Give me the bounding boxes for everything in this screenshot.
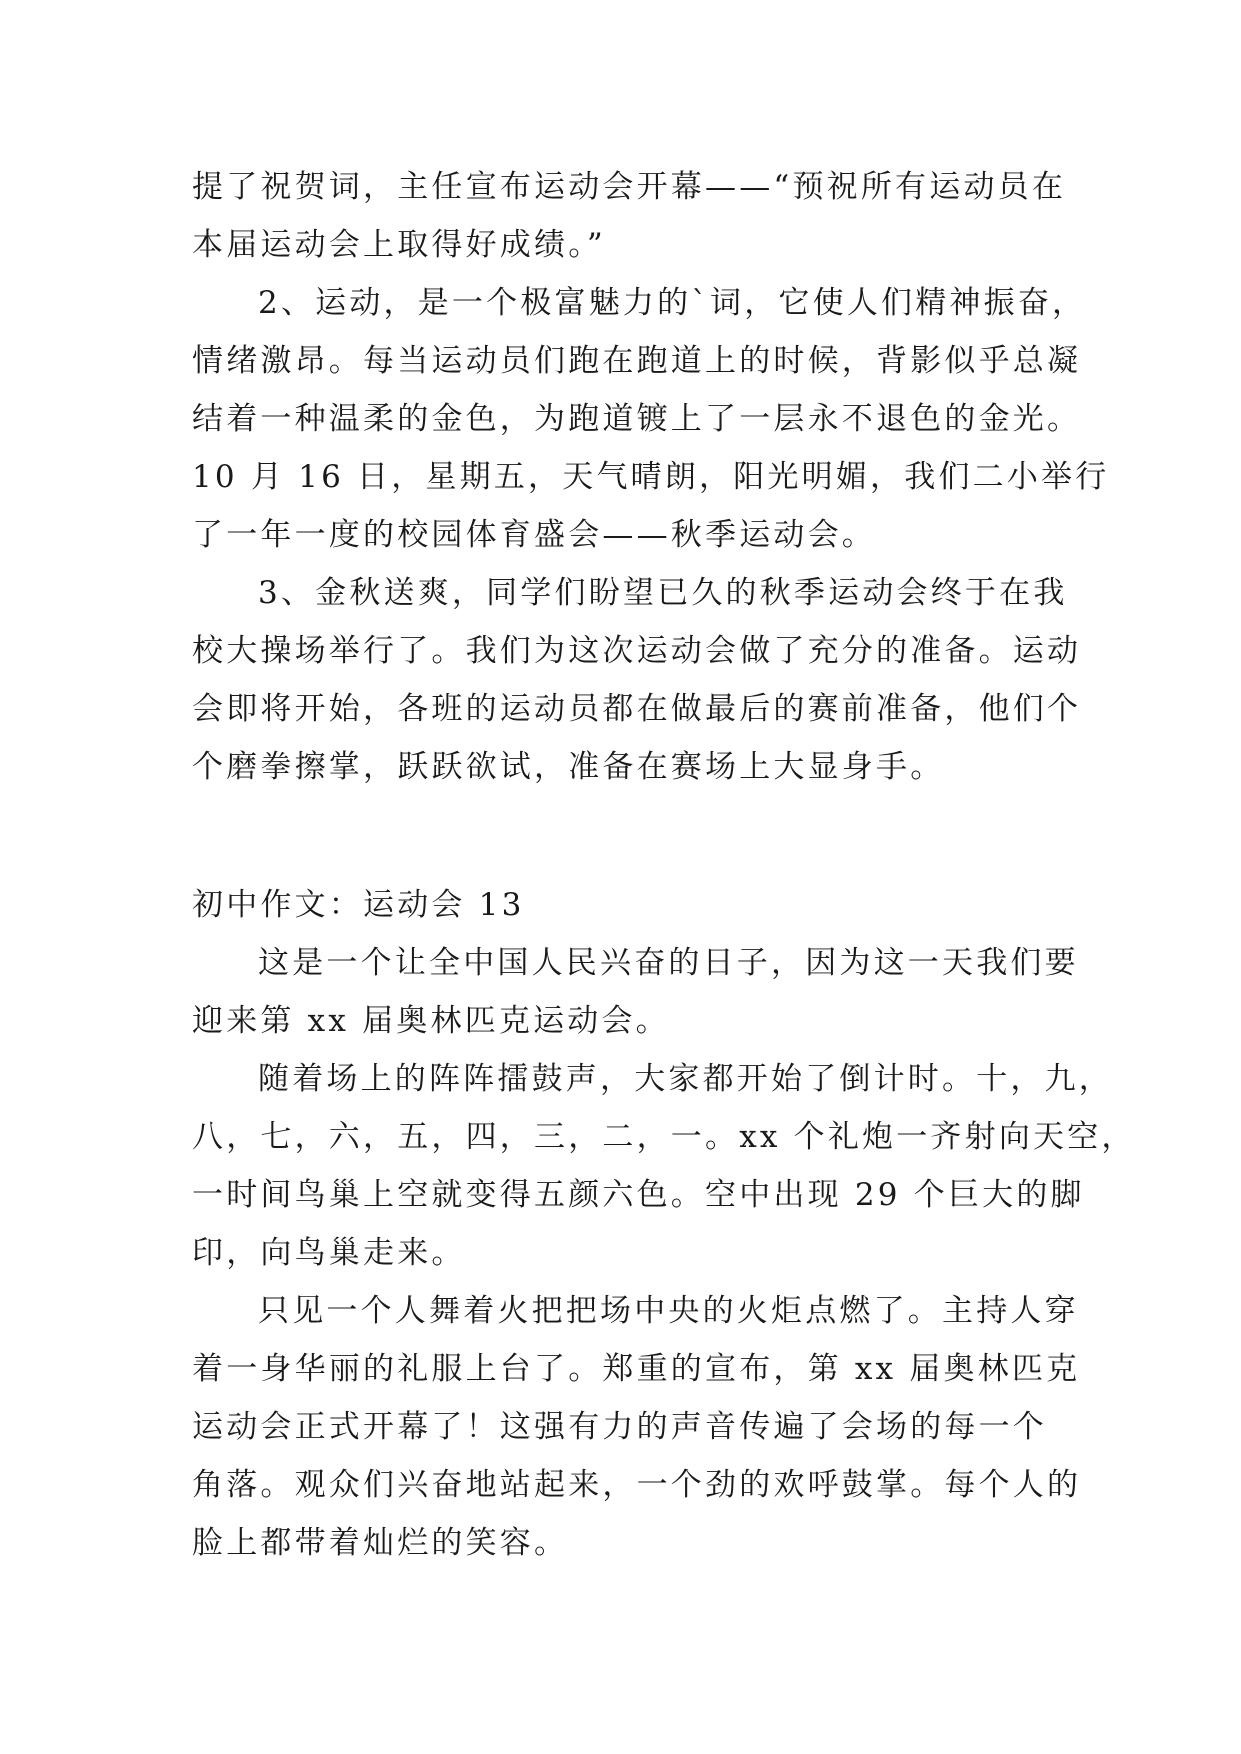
text-line: 情绪激昂。每当运动员们跑在跑道上的时候，背影似乎总凝 <box>192 343 1082 379</box>
text-line: 结着一种温柔的金色，为跑道镀上了一层永不退色的金光。 <box>192 401 1082 437</box>
paragraph-start-line: 只见一个人舞着火把把场中央的火炬点燃了。主持人穿 <box>258 1293 1079 1329</box>
section-gap <box>192 796 1072 876</box>
text-line: 了一年一度的校园体育盛会——秋季运动会。 <box>192 517 876 553</box>
paragraph-start-line: 2、运动，是一个极富魅力的`词，它使人们精神振奋， <box>258 285 1087 321</box>
text-line: 角落。观众们兴奋地站起来，一个劲的欢呼鼓掌。每个人的 <box>192 1467 1082 1503</box>
document-body <box>192 158 1136 1572</box>
text-line: 脸上都带着灿烂的笑容。 <box>192 1525 569 1561</box>
section-heading: 初中作文：运动会 13 <box>192 887 525 923</box>
text-line: 八，七，六，五，四，三，二，一。xx 个礼炮一齐射向天空， <box>192 1119 1136 1155</box>
paragraph-start-line: 这是一个让全中国人民兴奋的日子，因为这一天我们要 <box>258 945 1079 981</box>
text-line: 提了祝贺词，主任宣布运动会开幕——“预祝所有运动员在 <box>192 169 1067 205</box>
text-line: 运动会正式开幕了！这强有力的声音传遍了会场的每一个 <box>192 1409 1047 1445</box>
text-line: 着一身华丽的礼服上台了。郑重的宣布，第 xx 届奥林匹克 <box>192 1351 1081 1387</box>
text-line: 迎来第 xx 届奥林匹克运动会。 <box>192 1003 670 1039</box>
text-line: 印，向鸟巢走来。 <box>192 1235 466 1271</box>
text-line: 个磨拳擦掌，跃跃欲试，准备在赛场上大显身手。 <box>192 749 945 785</box>
text-line: 10 月 16 日，星期五，天气晴朗，阳光明媚，我们二小举行 <box>192 459 1110 495</box>
paragraph-start-line: 3、金秋送爽，同学们盼望已久的秋季运动会终于在我 <box>258 575 1068 611</box>
text-line: 本届运动会上取得好成绩。” <box>192 227 606 263</box>
text-line: 校大操场举行了。我们为这次运动会做了充分的准备。运动 <box>192 633 1082 669</box>
text-line: 会即将开始，各班的运动员都在做最后的赛前准备，他们个 <box>192 691 1082 727</box>
paragraph-start-line: 随着场上的阵阵擂鼓声，大家都开始了倒计时。十，九， <box>258 1061 1113 1097</box>
text-line: 一时间鸟巢上空就变得五颜六色。空中出现 29 个巨大的脚 <box>192 1177 1085 1213</box>
